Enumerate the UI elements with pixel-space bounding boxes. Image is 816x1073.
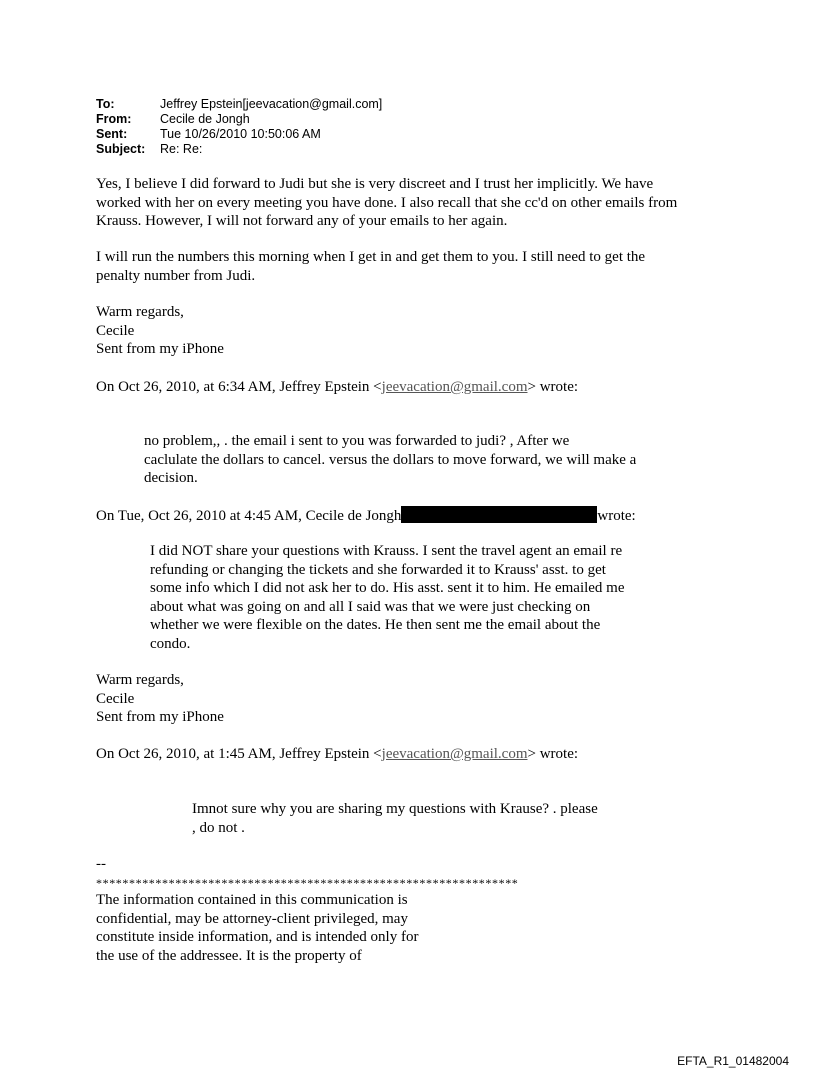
quote-wrote: > wrote: <box>527 379 579 395</box>
quoted-message-2 <box>150 542 625 653</box>
to-label: To: <box>96 97 115 111</box>
text-line: I did NOT share your questions with Krauss. I sent the travel agent an email re <box>150 543 623 559</box>
signer-name: Cecile <box>96 690 135 707</box>
text-line: decision. <box>144 470 198 486</box>
text-line: refunding or changing the tickets and she forwarded it to Krauss' asst. to get <box>150 561 606 578</box>
quote-intro: On Oct 26, 2010, at 6:34 AM, Jeffrey Epstein < <box>96 379 382 395</box>
from-row <box>96 112 382 127</box>
text-line: Krauss. However, I will not forward any of your emails to her again. <box>96 213 508 229</box>
text-line: Yes, I believe I did forward to Judi but she is very discreet and I trust her implicitly. We have <box>96 176 654 192</box>
quote-header-3 <box>96 745 578 764</box>
signature-separator <box>96 855 518 892</box>
text-line: some info which I did not ask her to do. His asst. sent it to him. He emailed me <box>150 580 625 596</box>
text-line: The information contained in this communication is <box>96 892 408 908</box>
text-line: about what was going on and all I said was that we were just checking on <box>150 598 591 615</box>
document-id: EFTA_R1_01482004 <box>677 1054 789 1068</box>
from-value: Cecile de Jongh <box>160 112 250 126</box>
text-line: I will run the numbers this morning when I get in and get them to you. I still need to get the <box>96 249 646 265</box>
subject-row <box>96 142 382 157</box>
quote-header-1 <box>96 378 578 397</box>
to-row <box>96 97 382 112</box>
text-line: , do not . <box>192 819 245 836</box>
email-header <box>96 97 382 157</box>
quote-wrote: > wrote: <box>527 746 579 762</box>
subject-label: Subject: <box>96 142 146 156</box>
sent-label: Sent: <box>96 127 128 141</box>
text-line: no problem,, . the email i sent to you was forwarded to judi? , After we <box>144 433 570 449</box>
text-line: condo. <box>150 635 191 652</box>
star-rule: **************************************************************** <box>96 875 519 890</box>
text-line: caclulate the dollars to cancel. versus the dollars to move forward, we will make a <box>144 451 637 468</box>
quote-wrote: wrote: <box>597 508 636 524</box>
text-line: penalty number from Judi. <box>96 267 256 284</box>
confidentiality-disclaimer <box>96 891 418 965</box>
reply-paragraph-2 <box>96 248 645 285</box>
signoff: Warm regards, <box>96 672 184 688</box>
signature-1 <box>96 303 224 359</box>
sent-from-note: Sent from my iPhone <box>96 341 224 357</box>
text-line: constitute inside information, and is intended only for <box>96 929 419 945</box>
to-value: Jeffrey Epstein[jeevacation@gmail.com] <box>160 97 383 111</box>
quote-intro: On Tue, Oct 26, 2010 at 4:45 AM, Cecile de Jongh <box>96 508 402 524</box>
text-line: the use of the addressee. It is the property of <box>96 947 362 964</box>
email-link[interactable]: jeevacation@gmail.com <box>381 379 528 395</box>
text-line: confidential, may be attorney-client privileged, may <box>96 910 408 927</box>
email-link[interactable]: jeevacation@gmail.com <box>381 746 528 762</box>
quote-intro: On Oct 26, 2010, at 1:45 AM, Jeffrey Epstein < <box>96 746 382 762</box>
quoted-message-3 <box>192 800 598 837</box>
reply-paragraph-1 <box>96 175 677 231</box>
sent-value: Tue 10/26/2010 10:50:06 AM <box>160 127 321 141</box>
subject-value: Re: Re: <box>160 142 203 156</box>
text-line: worked with her on every meeting you have done. I also recall that she cc'd on other emails from <box>96 194 678 211</box>
signer-name: Cecile <box>96 322 135 339</box>
redaction-bar <box>401 506 597 523</box>
sent-row <box>96 127 382 142</box>
dash-separator: -- <box>96 856 106 872</box>
quoted-message-1 <box>144 432 636 488</box>
from-label: From: <box>96 112 132 126</box>
signature-2 <box>96 671 224 727</box>
text-line: Imnot sure why you are sharing my questions with Krause? . please <box>192 801 598 817</box>
signoff: Warm regards, <box>96 304 184 320</box>
text-line: whether we were flexible on the dates. He then sent me the email about the <box>150 617 601 633</box>
quote-header-2 <box>96 506 636 526</box>
sent-from-note: Sent from my iPhone <box>96 709 224 725</box>
